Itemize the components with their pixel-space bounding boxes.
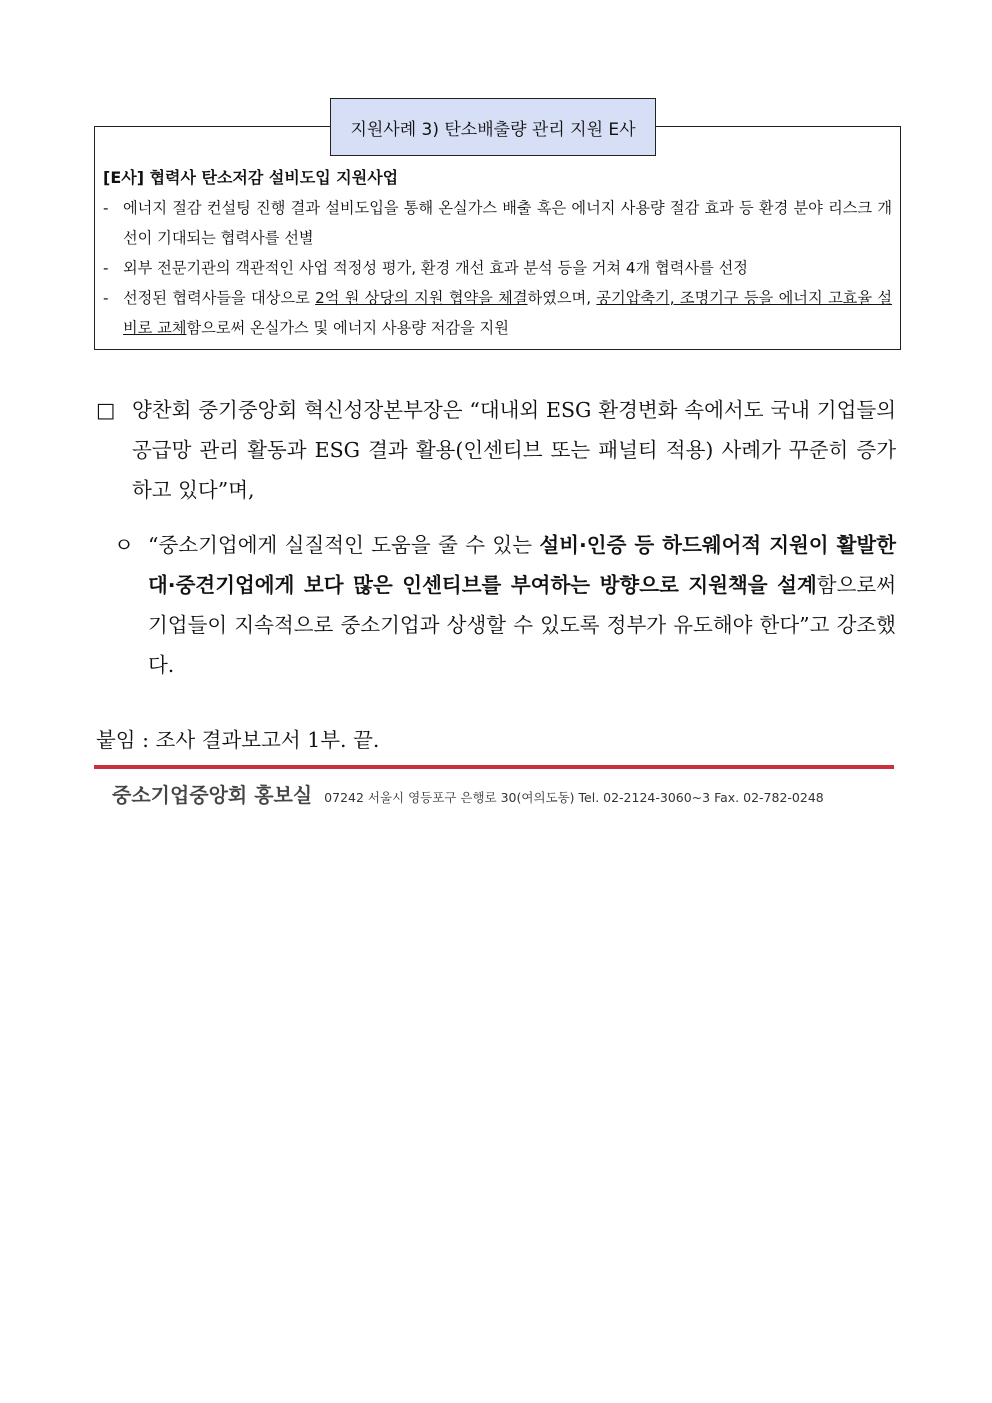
- square-bullet-icon: □: [96, 398, 116, 422]
- case-item: [103, 283, 892, 343]
- footer-rule: [94, 765, 894, 769]
- case-item-text: 선정된 협력사들을 대상으로: [123, 289, 316, 307]
- dash: -: [103, 259, 109, 277]
- quote-text: 양찬회 중기중앙회 혁신성장본부장은 “대내외 ESG 환경변화 속에서도 국내 기업들의 공급망 관리 활동과 ESG 결과 활용(인센티브 또는 패널티 적용) 사례가 꾸준히 증가하고 있다”며,: [132, 398, 896, 502]
- case-tab-title: 지원사례 3) 탄소배출량 관리 지원 E사: [330, 98, 656, 156]
- case-body: [103, 165, 892, 343]
- attachment-note: 붙임 : 조사 결과보고서 1부. 끝.: [96, 728, 380, 752]
- case-item-text: 함으로써 온실가스 및 에너지 사용량 저감을 지원: [186, 319, 509, 337]
- emphasis-plain: “중소기업에게 실질적인 도움을 줄 수 있는: [148, 533, 540, 557]
- case-item-text: 에너지 절감 컨설팅 진행 결과 설비도입을 통해 온실가스 배출 혹은 에너지 사용량 절감 효과 등 환경 분야 리스크 개선이 기대되는 협력사를 선별: [123, 199, 892, 247]
- case-item: [103, 253, 892, 283]
- emphasis-paragraph: [96, 525, 896, 685]
- emphasis-text: [148, 525, 896, 685]
- case-box: [94, 126, 901, 350]
- case-item-text: 외부 전문기관의 객관적인 사업 적정성 평가, 환경 개선 효과 분석 등을 거쳐 4개 협력사를 선정: [123, 259, 748, 277]
- footer: [112, 779, 824, 808]
- circle-bullet-icon: ㅇ: [114, 533, 134, 557]
- case-item: [103, 193, 892, 253]
- underlined-text: 2억 원 상당의 지원 협약을 체결: [315, 289, 528, 307]
- underlined-text: 공기압축기, 조명기구 등을 에너지 고효율 설비로 교체: [123, 289, 893, 337]
- footer-contact: 07242 서울시 영등포구 은행로 30(여의도동) Tel. 02-2124-3060~3 Fax. 02-782-0248: [324, 790, 824, 805]
- footer-org: 중소기업중앙회 홍보실: [112, 783, 313, 807]
- case-heading: [E사] 협력사 탄소저감 설비도입 지원사업: [103, 168, 399, 187]
- case-item-text: 하였으며,: [527, 289, 597, 307]
- quote-paragraph: [96, 390, 896, 510]
- emphasis-plain: 함으로써 기업들이 지속적으로 중소기업과 상생할 수 있도록 정부가 유도해야 한다”고 강조했다.: [148, 573, 896, 677]
- dash: -: [103, 289, 109, 307]
- emphasis-bold: 설비·인증 등 하드웨어적 지원이 활발한 대·중견기업에게 보다 많은 인센티브를 부여하는 방향으로 지원책을 설계: [148, 533, 897, 597]
- dash: -: [103, 199, 109, 217]
